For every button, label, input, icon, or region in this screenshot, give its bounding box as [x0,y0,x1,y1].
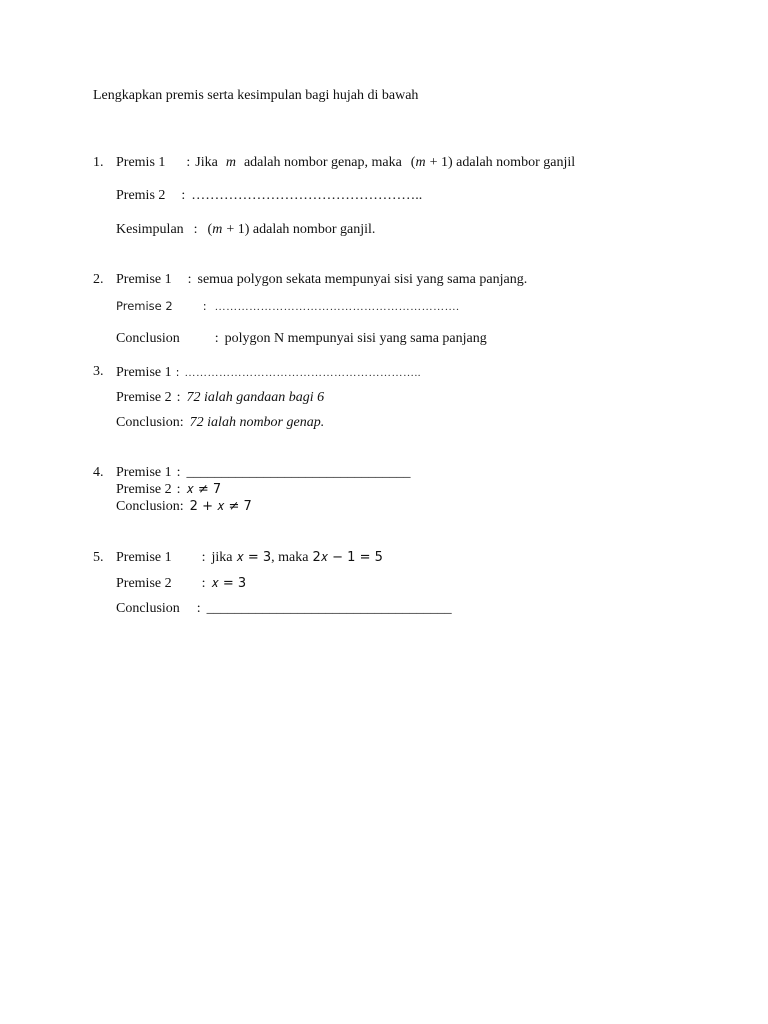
q2-premise1-sep: : [187,272,192,287]
q5-conclusion-sep: : [196,601,201,616]
q5-premise1-a: jika [211,550,233,565]
q2-premise1-text: semua polygon sekata mempunyai sisi yang sama panjang. [197,272,528,287]
q1-premis1-label: Premis 1 [116,155,166,170]
q1-kesimpulan-text: + 1) adalah nombor ganjil. [226,222,376,237]
q2-premise1 [116,271,527,289]
q4-premise2-label: Premise 2 [116,482,172,497]
q5-number: 5. [93,550,104,565]
q1-premis1-b: adalah nombor genap, maka [243,155,402,170]
q2-premise2-blank: ………………………………………………………. [214,301,460,313]
q5-premise1-sep: : [201,550,206,565]
q5-premise1 [116,549,383,567]
q3-conclusion-label: Conclusion: [116,415,184,430]
q2-premise2-label: Premise 2 [116,299,173,313]
q4-premise1-blank: ________________________________ [186,465,411,480]
q1-kesimpulan [116,221,375,239]
q5-premise1-label: Premise 1 [116,550,172,565]
q1-premis1-m: m [225,155,236,170]
q1-kesimpulan-m: m [212,222,223,237]
q3-number: 3. [93,364,104,379]
q2-premise2 [116,297,459,316]
q3-premise2-text: 72 ialah gandaan bagi 6 [186,390,325,405]
q2-number: 2. [93,272,104,287]
q3-premise2-sep: : [176,390,181,405]
q4-conclusion-label: Conclusion: [116,499,184,514]
q3-premise1-label: Premise 1 [116,365,172,380]
q1-premis1-sep: : [186,155,191,170]
q4-premise2 [116,481,221,499]
q5-premise2 [116,575,246,593]
q3-conclusion [116,414,324,432]
q5-premise2-math: 𝑥 = 3 [211,576,247,591]
q3-premise1-sep: : [175,365,180,379]
q5-conclusion-blank: ___________________________________ [206,601,452,616]
q1-premis1-paren: ( [410,155,416,170]
q2-conclusion [116,330,487,348]
q3-premise2 [116,389,324,407]
q5-premise1-b: , maka [271,550,309,565]
q1-premis1-m2: m [415,155,426,170]
q4-premise1-sep: : [176,465,181,480]
q2-conclusion-sep: : [214,331,219,346]
q1-number: 1. [93,155,104,170]
q2-premise1-label: Premise 1 [116,272,172,287]
q3-premise1 [116,363,421,382]
q4-premise2-math: 𝑥 ≠ 7 [186,482,222,497]
q1-premis1 [116,154,575,172]
q1-premis1-c: + 1) adalah nombor ganjil [429,155,576,170]
q1-kesimpulan-label: Kesimpulan [116,222,184,237]
q1-kesimpulan-sep: : [193,222,198,237]
q4-premise1 [116,464,411,482]
q5-conclusion-label: Conclusion [116,601,180,616]
q4-conclusion [116,498,252,516]
q2-conclusion-text: polygon N mempunyai sisi yang sama panjang [224,331,487,346]
q2-conclusion-label: Conclusion [116,331,180,346]
q1-kesimpulan-paren: ( [207,222,213,237]
q1-premis2-label: Premis 2 [116,188,166,203]
q4-premise2-sep: : [176,482,181,497]
q4-number: 4. [93,465,104,480]
q5-premise2-sep: : [201,576,206,591]
q2-premise2-sep: : [202,299,207,313]
q5-premise1-math2: 2𝑥 − 1 = 5 [312,550,383,565]
q1-premis2-sep: : [181,188,186,203]
q5-premise1-math1: 𝑥 = 3 [236,550,272,565]
q3-premise2-label: Premise 2 [116,390,172,405]
q1-premis1-a: Jika [195,155,218,170]
q3-premise1-blank: …………………………………………………….. [184,367,421,379]
q5-conclusion [116,600,452,618]
q1-premis2 [116,187,422,205]
q4-premise1-label: Premise 1 [116,465,172,480]
instruction-text: Lengkapkan premis serta kesimpulan bagi hujah di bawah [93,88,419,103]
q1-premis2-blank: ………………………………………….. [191,188,423,203]
q4-conclusion-math: 2 + 𝑥 ≠ 7 [189,499,252,514]
q3-conclusion-text: 72 ialah nombor genap. [189,415,325,430]
q5-premise2-label: Premise 2 [116,576,172,591]
